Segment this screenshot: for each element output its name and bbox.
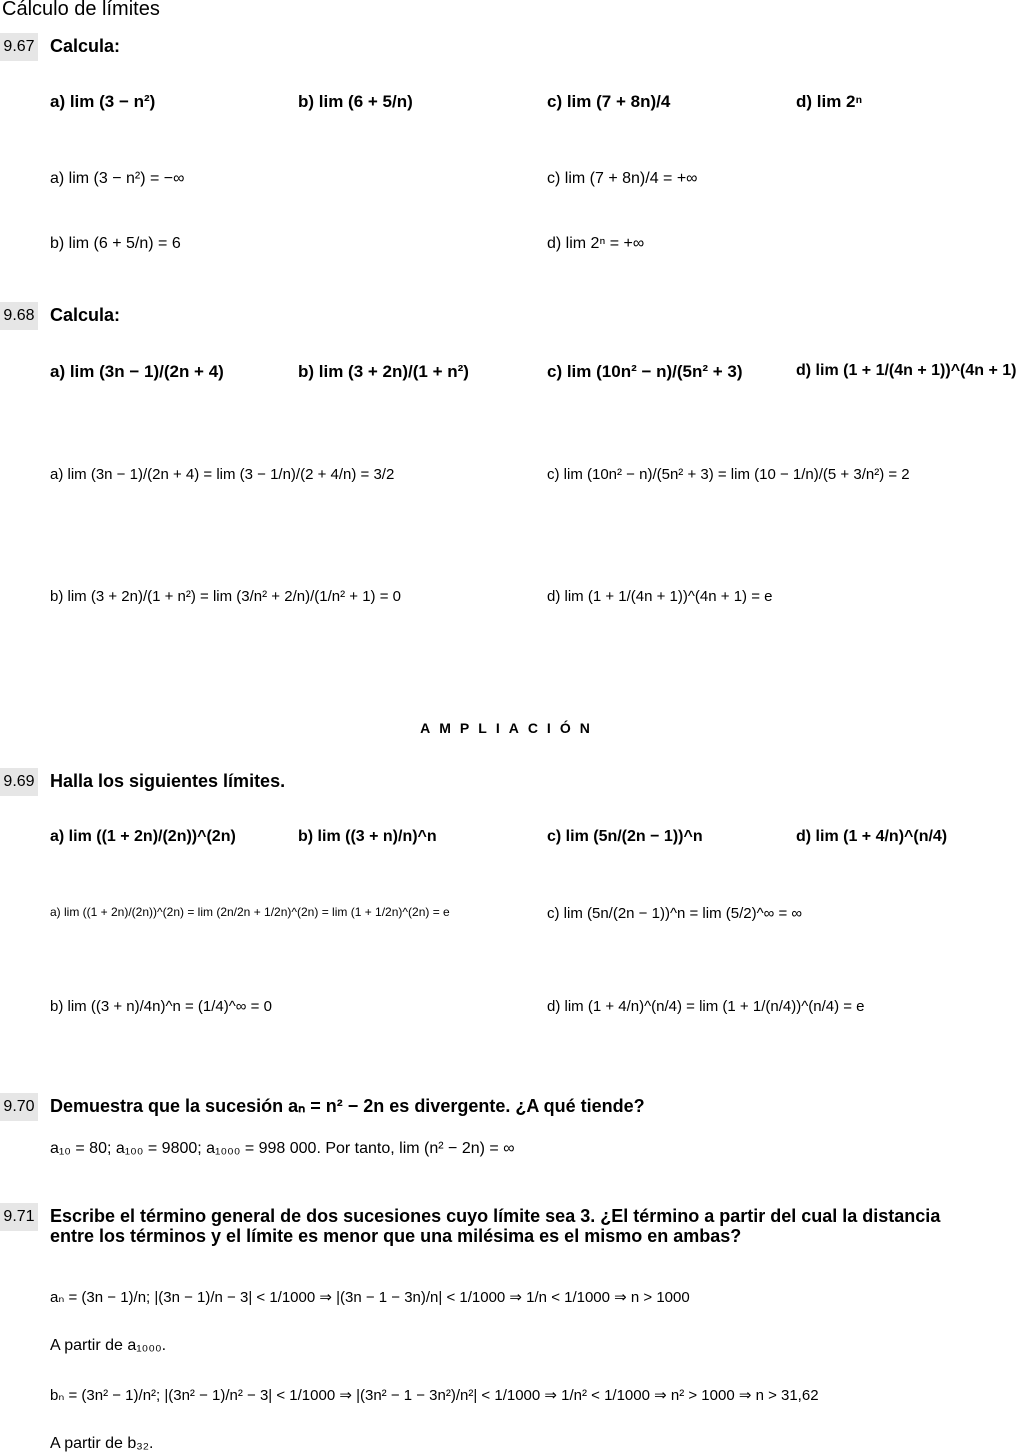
problem-number: 9.67 xyxy=(0,33,38,61)
conclusion: A partir de a₁₀₀₀. xyxy=(50,1337,167,1354)
solution: c) lim (7 + 8n)/4 = +∞ xyxy=(547,170,698,187)
exercise: d) lim (1 + 1/(4n + 1))^(4n + 1) xyxy=(796,362,1017,379)
solution: c) lim (10n² − n)/(5n² + 3) = lim (10 − 1/n)/(5 + 3/n²) = 2 xyxy=(547,466,910,483)
solution: d) lim 2ⁿ = +∞ xyxy=(547,235,645,252)
exercise: a) lim ((1 + 2n)/(2n))^(2n) xyxy=(50,828,236,845)
exercise: c) lim (5n/(2n − 1))^n xyxy=(547,828,703,845)
exercise: b) lim ((3 + n)/n)^n xyxy=(298,828,437,845)
amplification-heading: AMPLIACIÓN xyxy=(420,720,599,736)
conclusion: A partir de b₃₂. xyxy=(50,1435,154,1452)
solution: aₙ = (3n − 1)/n; |(3n − 1)/n − 3| < 1/1000 ⇒ |(3n − 1 − 3n)/n| < 1/1000 ⇒ 1/n < 1/1000 ⇒ n > 1000 xyxy=(50,1289,690,1306)
problem-number: 9.69 xyxy=(0,768,38,796)
solution: a₁₀ = 80; a₁₀₀ = 9800; a₁₀₀₀ = 998 000. Por tanto, lim (n² − 2n) = ∞ xyxy=(50,1140,515,1157)
exercise: d) lim 2ⁿ xyxy=(796,92,863,111)
solution: a) lim (3n − 1)/(2n + 4) = lim (3 − 1/n)/(2 + 4/n) = 3/2 xyxy=(50,466,395,483)
exercise: a) lim (3 − n²) xyxy=(50,92,156,111)
problem-number: 9.68 xyxy=(0,302,38,330)
problem-number: 9.70 xyxy=(0,1093,38,1121)
solution: b) lim (3 + 2n)/(1 + n²) = lim (3/n² + 2/n)/(1/n² + 1) = 0 xyxy=(50,588,401,605)
problem-prompt: Calcula: xyxy=(50,36,121,56)
solution: c) lim (5n/(2n − 1))^n = lim (5/2)^∞ = ∞ xyxy=(547,905,803,922)
solution: b) lim (6 + 5/n) = 6 xyxy=(50,235,181,252)
exercise: d) lim (1 + 4/n)^(n/4) xyxy=(796,828,948,845)
problem-prompt-line2: entre los términos y el límite es menor que una milésima es el mismo en ambas? xyxy=(50,1226,742,1246)
problem-number: 9.71 xyxy=(0,1203,38,1231)
solution: d) lim (1 + 1/(4n + 1))^(4n + 1) = e xyxy=(547,588,773,605)
problem-prompt-line1: Escribe el término general de dos sucesiones cuyo límite sea 3. ¿El término a partir del cual la distancia xyxy=(50,1206,941,1226)
exercise: c) lim (10n² − n)/(5n² + 3) xyxy=(547,362,743,381)
solution: bₙ = (3n² − 1)/n²; |(3n² − 1)/n² − 3| < 1/1000 ⇒ |(3n² − 1 − 3n²)/n²| < 1/1000 ⇒ 1/n² < 1/1000 ⇒ n² > 1000 ⇒ n > 31,62 xyxy=(50,1387,819,1404)
exercise: b) lim (3 + 2n)/(1 + n²) xyxy=(298,362,469,381)
problem-prompt: Demuestra que la sucesión aₙ = n² − 2n es divergente. ¿A qué tiende? xyxy=(50,1096,645,1116)
exercise: b) lim (6 + 5/n) xyxy=(298,92,413,111)
solution: b) lim ((3 + n)/4n)^n = (1/4)^∞ = 0 xyxy=(50,998,272,1015)
solution: d) lim (1 + 4/n)^(n/4) = lim (1 + 1/(n/4))^(n/4) = e xyxy=(547,998,865,1015)
problem-prompt: Halla los siguientes límites. xyxy=(50,771,286,791)
problem-prompt: Calcula: xyxy=(50,305,121,325)
exercise: c) lim (7 + 8n)/4 xyxy=(547,92,671,111)
solution: a) lim ((1 + 2n)/(2n))^(2n) = lim (2n/2n + 1/2n)^(2n) = lim (1 + 1/2n)^(2n) = e xyxy=(50,905,450,919)
section-title: Cálculo de límites xyxy=(2,0,160,20)
solution: a) lim (3 − n²) = −∞ xyxy=(50,170,185,187)
exercise: a) lim (3n − 1)/(2n + 4) xyxy=(50,362,224,381)
